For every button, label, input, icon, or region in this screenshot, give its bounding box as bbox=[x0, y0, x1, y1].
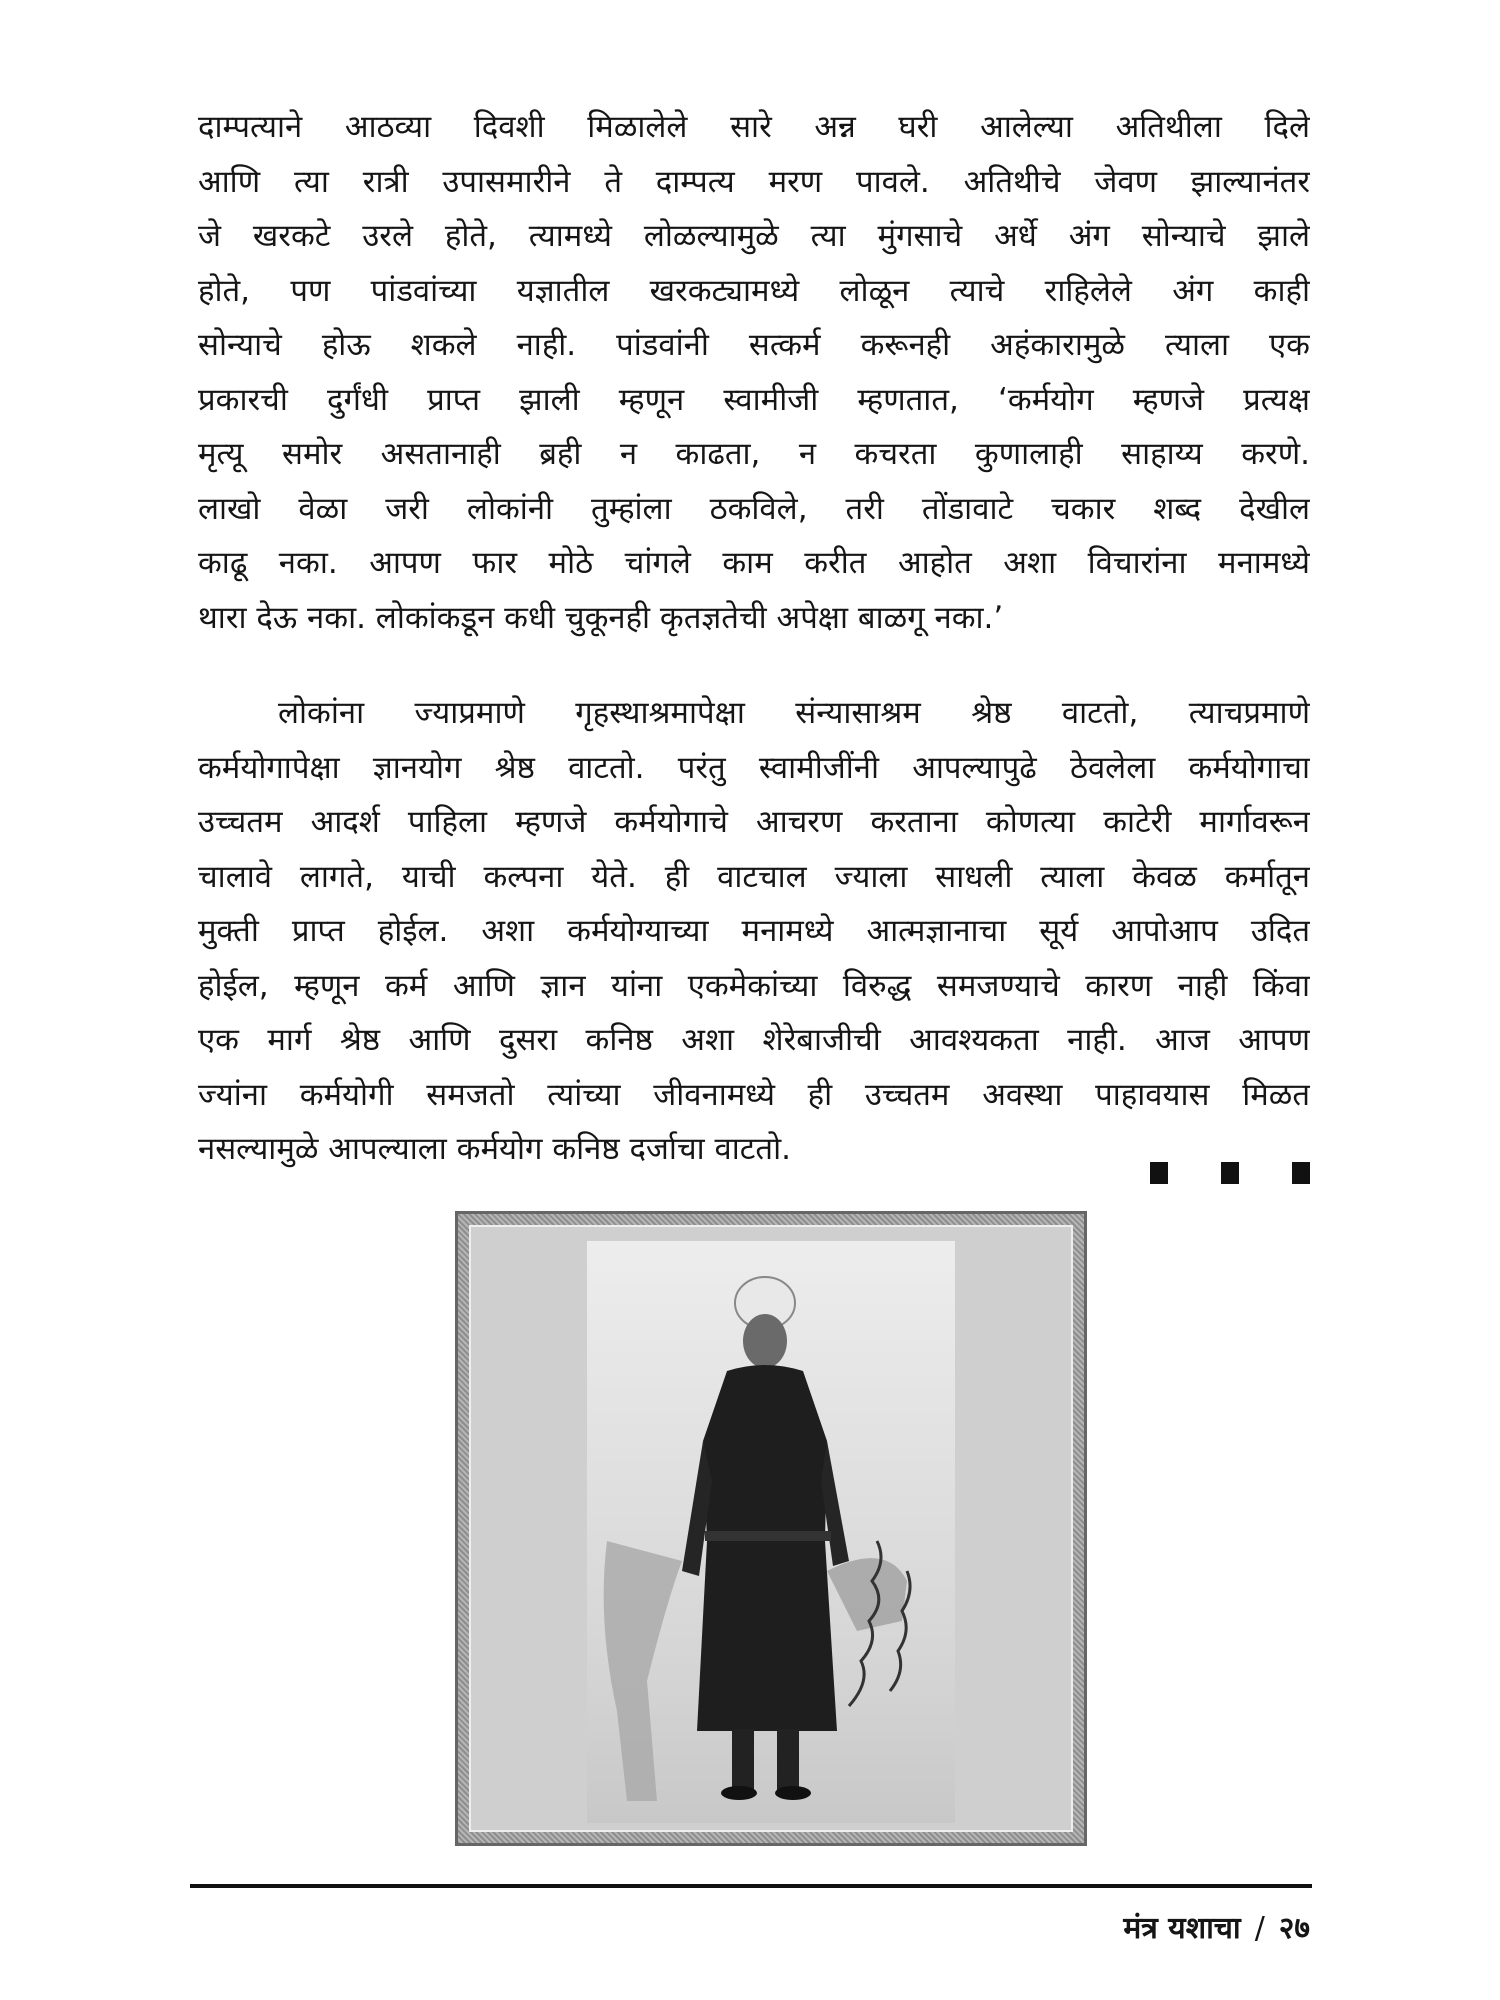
text-line: थारा देऊ नका. लोकांकडून कधी चुकूनही कृतज्ञतेची अपेक्षा बाळगू नका.’ bbox=[198, 599, 1004, 636]
text-line: एक मार्ग श्रेष्ठ आणि दुसरा कनिष्ठ अशा शेरेबाजीची आवश्यकता नाही. आज आपण bbox=[198, 1022, 1310, 1058]
page-number: २७ bbox=[1278, 1911, 1310, 1946]
page-footer bbox=[1123, 1906, 1310, 1947]
text-line: आणि त्या रात्री उपासमारीने ते दाम्पत्य मरण पावले. अतिथीचे जेवण झाल्यानंतर bbox=[198, 163, 1310, 200]
book-title: मंत्र यशाचा bbox=[1123, 1911, 1241, 1946]
paragraph-1 bbox=[198, 100, 1310, 645]
text-line: उच्चतम आदर्श पाहिला म्हणजे कर्मयोगाचे आचरण करताना कोणत्या काटेरी मार्गावरून bbox=[198, 804, 1310, 840]
text-line: सोन्याचे होऊ शकले नाही. पांडवांनी सत्कर्म करूनही अहंकारामुळे त्याला एक bbox=[198, 327, 1310, 363]
text-line: काढू नका. आपण फार मोठे चांगले काम करीत आहोत अशा विचारांना मनामध्ये bbox=[198, 545, 1310, 581]
paragraph-2 bbox=[198, 686, 1310, 1177]
text-line: चालावे लागते, याची कल्पना येते. ही वाटचाल ज्याला साधली त्याला केवळ कर्मातून bbox=[198, 858, 1310, 895]
end-square-icon bbox=[1292, 1162, 1310, 1184]
text-line: होते, पण पांडवांच्या यज्ञातील खरकट्यामध्ये लोळून त्याचे राहिलेले अंग काही bbox=[198, 272, 1310, 309]
standing-figure-illustration bbox=[587, 1241, 955, 1823]
text-line: जे खरकटे उरले होते, त्यामध्ये लोळल्यामुळे त्या मुंगसाचे अर्धे अंग सोन्याचे झाले bbox=[198, 218, 1310, 254]
text-line: होईल, म्हणून कर्म आणि ज्ञान यांना एकमेकांच्या विरुद्ध समजण्याचे कारण नाही किंवा bbox=[198, 967, 1310, 1004]
footer-separator: / bbox=[1254, 1911, 1265, 1946]
portrait-photo bbox=[587, 1241, 955, 1823]
text-line: प्रकारची दुर्गंधी प्राप्त झाली म्हणून स्वामीजी म्हणतात, ‘कर्मयोग म्हणजे प्रत्यक्ष bbox=[198, 381, 1310, 418]
text-line: दाम्पत्याने आठव्या दिवशी मिळालेले सारे अन्न घरी आलेल्या अतिथीला दिले bbox=[198, 109, 1310, 145]
end-square-icon bbox=[1150, 1162, 1168, 1184]
text-line: मुक्ती प्राप्त होईल. अशा कर्मयोग्याच्या मनामध्ये आत्मज्ञानाचा सूर्य आपोआप उदित bbox=[198, 913, 1310, 949]
section-end-marks bbox=[1150, 1162, 1310, 1184]
end-square-icon bbox=[1221, 1162, 1239, 1184]
text-line: लोकांना ज्याप्रमाणे गृहस्थाश्रमापेक्षा संन्यासाश्रम श्रेष्ठ वाटतो, त्याचप्रमाणे bbox=[278, 695, 1310, 731]
text-line: लाखो वेळा जरी लोकांनी तुम्हांला ठकविले, तरी तोंडावाटे चकार शब्द देखील bbox=[198, 490, 1310, 527]
text-line: ज्यांना कर्मयोगी समजतो त्यांच्या जीवनामध्ये ही उच्चतम अवस्था पाहावयास मिळत bbox=[198, 1076, 1310, 1113]
text-line: कर्मयोगापेक्षा ज्ञानयोग श्रेष्ठ वाटतो. परंतु स्वामीजींनी आपल्यापुढे ठेवलेला कर्मयोगाचा bbox=[198, 749, 1310, 786]
footer-rule bbox=[190, 1884, 1312, 1888]
text-line: मृत्यू समोर असतानाही ब्रही न काढता, न कचरता कुणालाही साहाय्य करणे. bbox=[198, 436, 1310, 472]
text-line: नसल्यामुळे आपल्याला कर्मयोग कनिष्ठ दर्जाचा वाटतो. bbox=[198, 1131, 791, 1167]
